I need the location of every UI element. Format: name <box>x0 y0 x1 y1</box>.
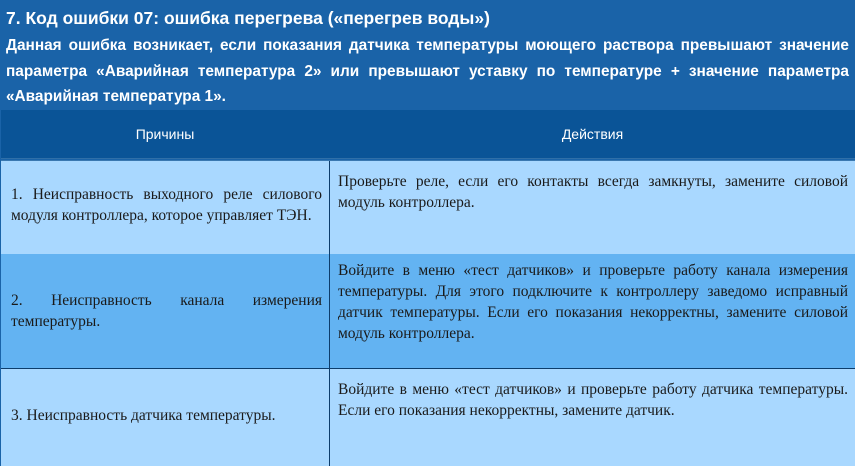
cause-cell <box>1 161 330 254</box>
action-cell <box>330 369 855 466</box>
action-text: Войдите в меню «тест датчиков» и проверьте работу датчика температуры. Если его показания некорректны, замените датчик. <box>338 381 848 419</box>
cause-text: 2. Неисправность канала измерения температуры. <box>11 292 322 330</box>
table-row <box>1 160 855 254</box>
section-description: Данная ошибка возникает, если показания датчика температуры моющего раствора превышают значение параметра «Аварийная температура 2» или превышают уставку по температуре + значение параметра «Аварийная температура 1». <box>6 37 849 105</box>
table-row <box>1 254 855 368</box>
table-row <box>1 368 855 466</box>
cause-text: 1. Неисправность выходного реле силового модуля контроллера, которое управляет ТЭН. <box>11 185 322 224</box>
troubleshooting-table <box>1 110 855 465</box>
cause-cell <box>1 254 330 368</box>
cause-text: 3. Неисправность датчика температуры. <box>11 407 276 424</box>
action-text: Войдите в меню «тест датчиков» и проверьте работу канала измерения температуры. Для этого подключите к контроллеру заведомо исправный датчик температуры. Если его показания некорректны, замените силовой модуль контроллера. <box>338 262 848 342</box>
action-cell <box>330 161 855 254</box>
action-text: Проверьте реле, если его контакты всегда замкнуты, замените силовой модуль контроллера. <box>338 173 848 211</box>
column-header-actions: Действия <box>561 126 624 142</box>
action-cell <box>330 254 855 368</box>
cause-cell <box>1 369 330 466</box>
section-title: 7. Код ошибки 07: ошибка перегрева («перегрев воды») <box>6 8 490 28</box>
table-header <box>1 110 855 159</box>
column-header-causes: Причины <box>135 126 195 142</box>
